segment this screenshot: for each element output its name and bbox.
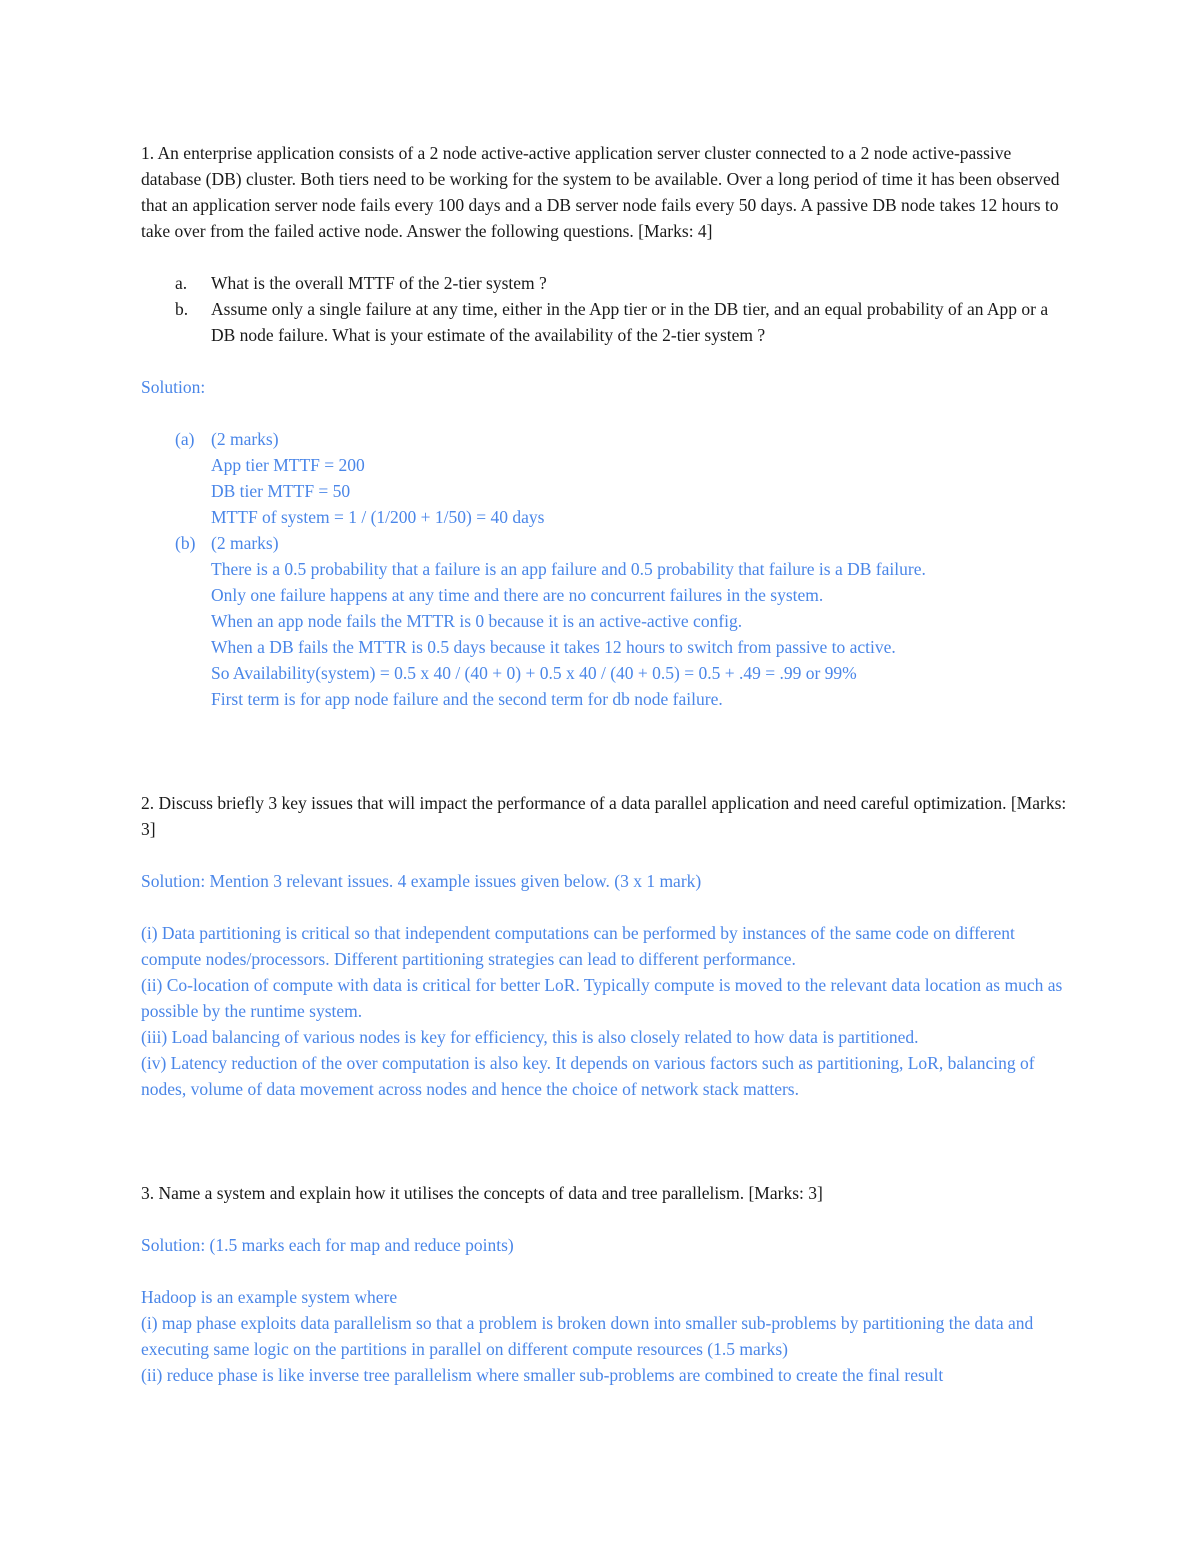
part-label: a. — [175, 273, 188, 293]
question-2-point: (i) Data partitioning is critical so that independent computations can be performed by instances of the same code on different compute nodes/processors. Different partitioning strategies can lead to different performance. — [141, 923, 1015, 969]
solution-line: There is a 0.5 probability that a failure is an app failure and 0.5 probability that failure is a DB failure. — [211, 559, 926, 579]
question-3-solution-heading: Solution: (1.5 marks each for map and reduce points) — [141, 1235, 514, 1255]
part-text: Assume only a single failure at any time, either in the App tier or in the DB tier, and an equal probability of an App or a DB node failure. What is your estimate of the availability of the 2-tier system ? — [211, 299, 1049, 345]
question-1-solution-heading: Solution: — [141, 377, 206, 397]
solution-line: So Availability(system) = 0.5 x 40 / (40 + 0) + 0.5 x 40 / (40 + 0.5) = 0.5 + .49 = .99 or 99% — [211, 663, 857, 683]
solution-line: First term is for app node failure and the second term for db node failure. — [211, 689, 723, 709]
question-2-stem: 2. Discuss briefly 3 key issues that will impact the performance of a data parallel application and need careful optimization. [Marks: 3] — [141, 793, 1067, 839]
solution-line: Only one failure happens at any time and there are no concurrent failures in the system. — [211, 585, 824, 605]
question-2-point: (ii) Co-location of compute with data is critical for better LoR. Typically compute is moved to the relevant data location as much as possible by the runtime system. — [141, 975, 1063, 1021]
solution-line: (2 marks) — [211, 533, 279, 553]
question-1-part-b — [141, 296, 1071, 348]
part-label: b. — [175, 299, 189, 319]
solution-label: (a) — [175, 429, 195, 449]
question-3-point: (ii) reduce phase is like inverse tree parallelism where smaller sub-problems are combined to create the final result — [141, 1365, 944, 1385]
solution-line: DB tier MTTF = 50 — [211, 481, 351, 501]
solution-1-part-b — [141, 530, 1071, 712]
question-3-stem: 3. Name a system and explain how it utilises the concepts of data and tree parallelism. [Marks: 3] — [141, 1183, 823, 1203]
solution-line: When an app node fails the MTTR is 0 because it is an active-active config. — [211, 611, 743, 631]
solution-1-part-a — [141, 426, 1071, 530]
question-1-part-a — [141, 270, 1071, 296]
question-3-intro: Hadoop is an example system where — [141, 1287, 398, 1307]
question-2-solution-heading: Solution: Mention 3 relevant issues. 4 example issues given below. (3 x 1 mark) — [141, 871, 702, 891]
question-1-parts — [141, 270, 1071, 348]
solution-line: (2 marks) — [211, 429, 279, 449]
solution-line: App tier MTTF = 200 — [211, 455, 365, 475]
question-3-point: (i) map phase exploits data parallelism so that a problem is broken down into smaller sub-problems by partitioning the data and executing same logic on the partitions in parallel on different compute resources (1.5 marks) — [141, 1313, 1034, 1359]
question-2-point: (iv) Latency reduction of the over computation is also key. It depends on various factors such as partitioning, LoR, balancing of nodes, volume of data movement across nodes and hence the choice of network stack matters. — [141, 1053, 1035, 1099]
solution-line: MTTF of system = 1 / (1/200 + 1/50) = 40 days — [211, 507, 545, 527]
question-1-stem: 1. An enterprise application consists of a 2 node active-active application server cluster connected to a 2 node active-passive database (DB) cluster. Both tiers need to be working for the system to be available. Over a long period of time it has been observed that an application server node fails every 100 days and a DB server node fails every 50 days. A passive DB node takes 12 hours to take over from the failed active node. Answer the following questions. [Marks: 4] — [141, 143, 1060, 241]
question-2-point: (iii) Load balancing of various nodes is key for efficiency, this is also closely related to how data is partitioned. — [141, 1027, 919, 1047]
document-page — [141, 140, 1071, 1388]
part-text: What is the overall MTTF of the 2-tier system ? — [211, 273, 547, 293]
solution-line: When a DB fails the MTTR is 0.5 days because it takes 12 hours to switch from passive to active. — [211, 637, 896, 657]
solution-label: (b) — [175, 533, 196, 553]
